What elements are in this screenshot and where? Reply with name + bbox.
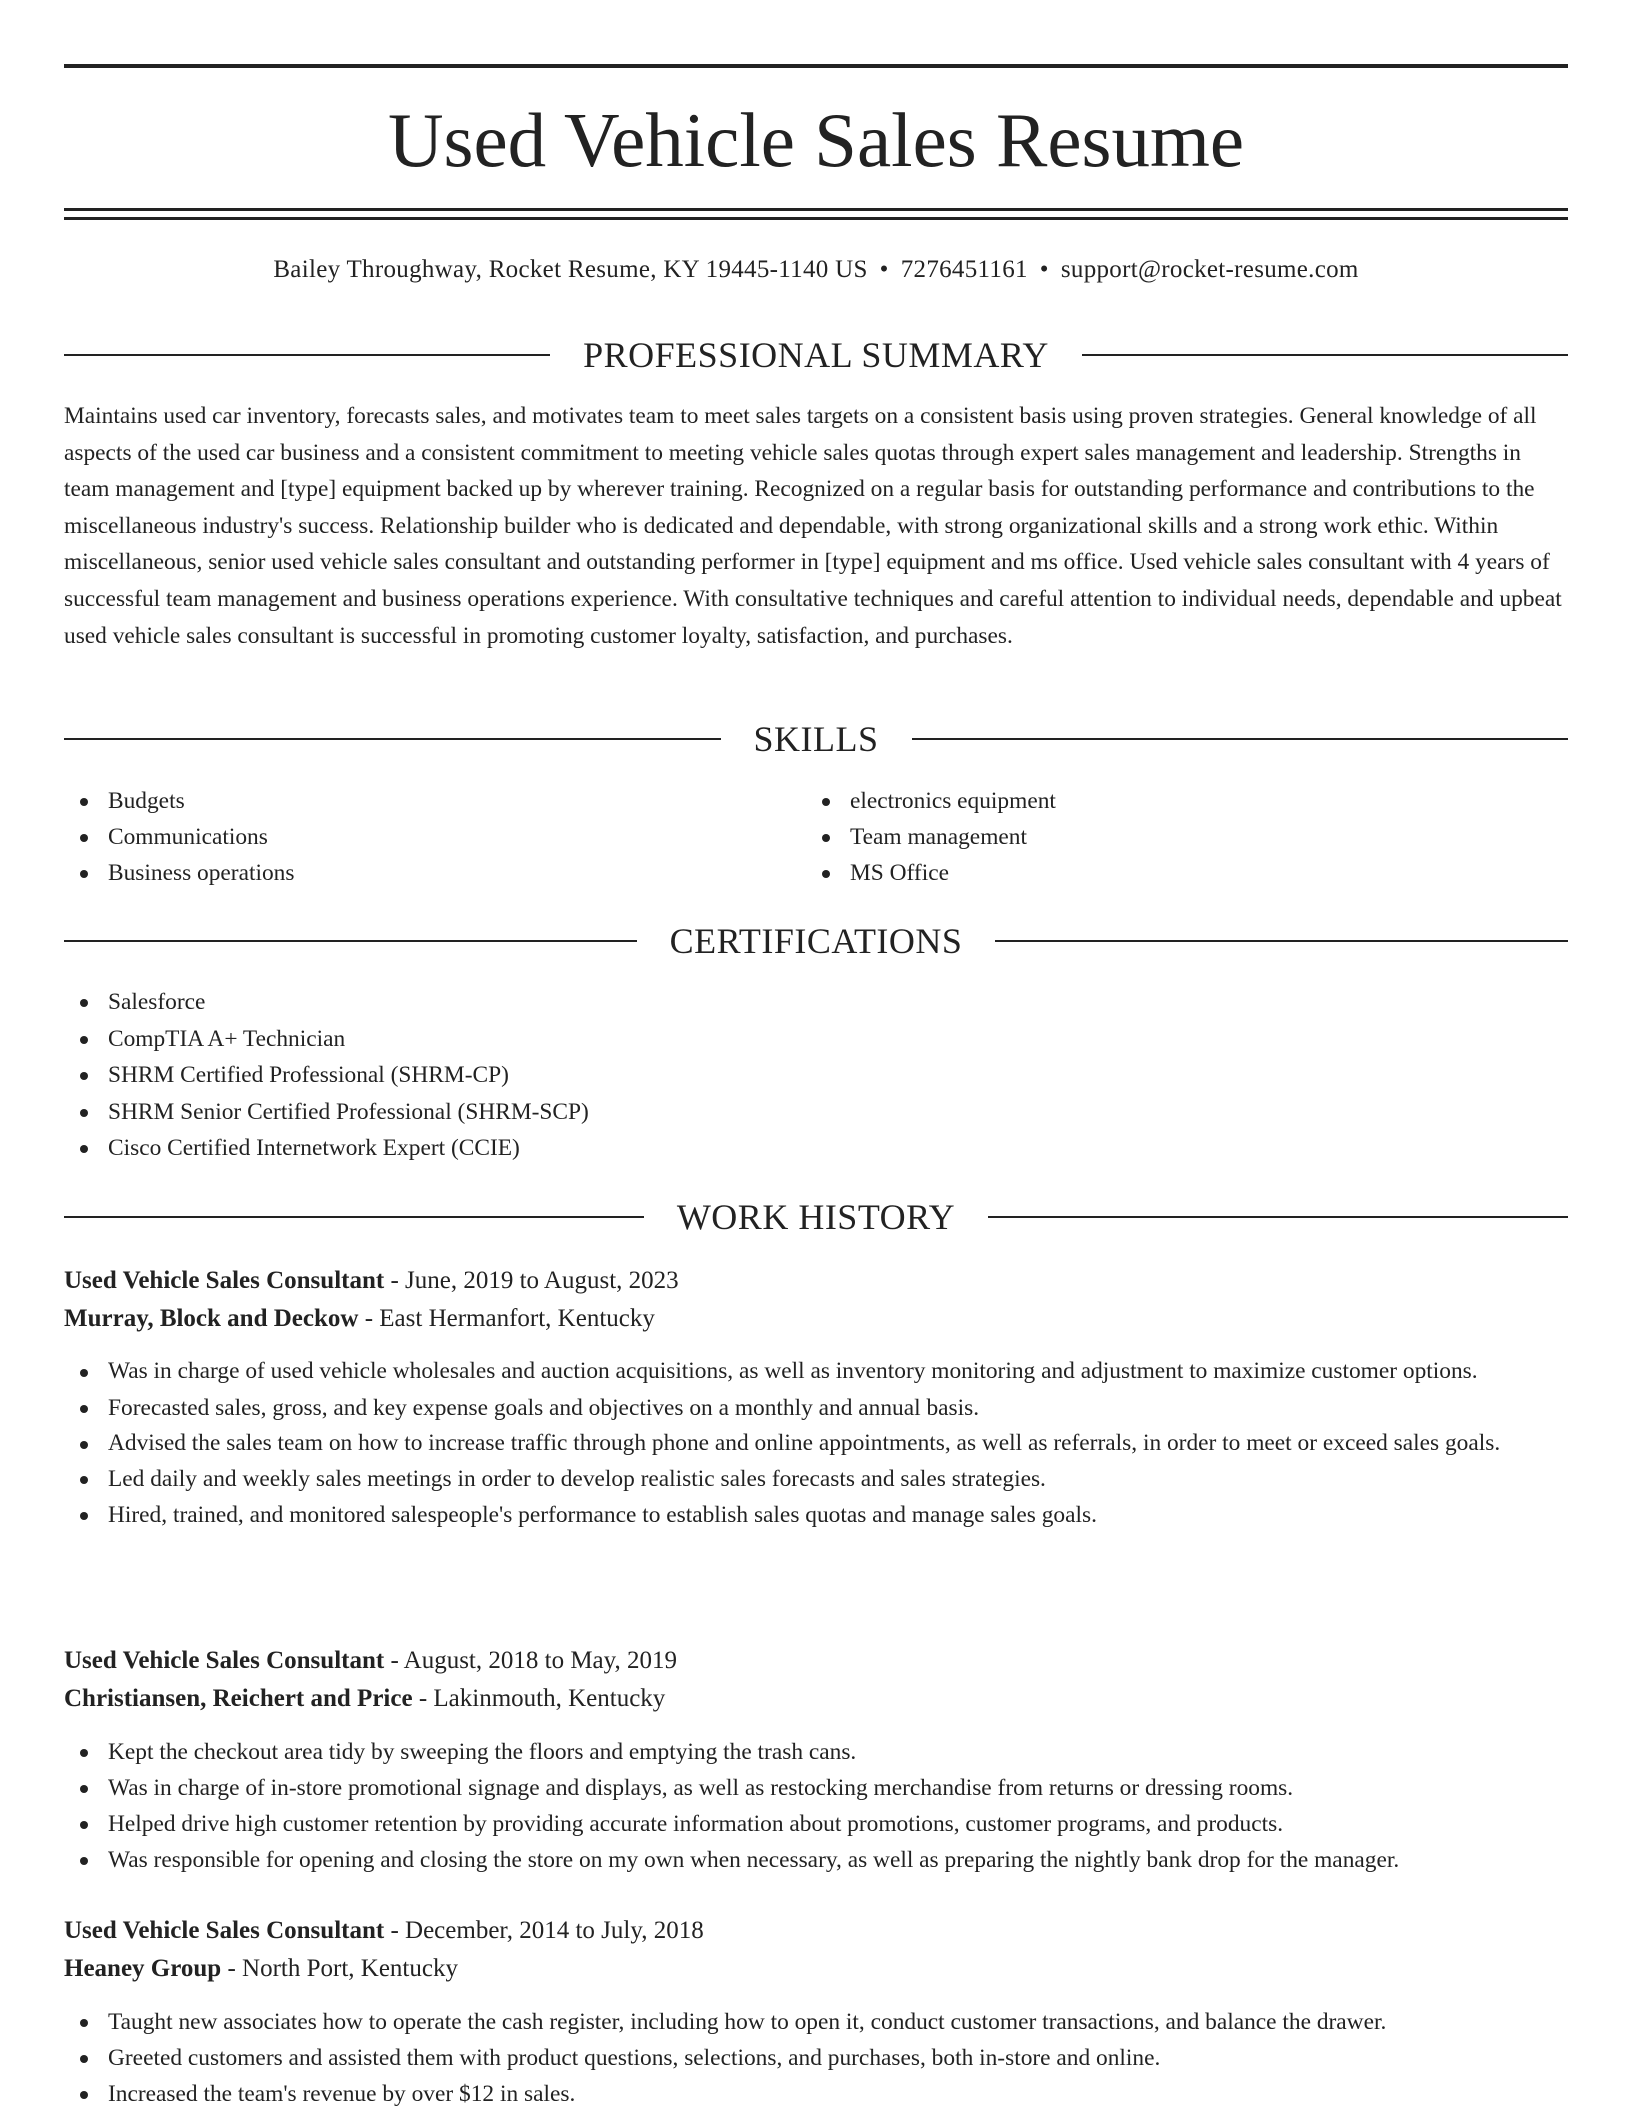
certification-item: SHRM Certified Professional (SHRM-CP) (64, 1057, 1568, 1094)
job-dates: - June, 2019 to August, 2023 (390, 1267, 679, 1294)
job-dates: - December, 2014 to July, 2018 (390, 1917, 704, 1944)
contact-address: Bailey Throughway, Rocket Resume, KY 19445-1140 US (273, 256, 868, 283)
job-bullet: Led daily and weekly sales meetings in order to develop realistic sales forecasts and sales strategies. (64, 1461, 1568, 1497)
summary-heading (64, 333, 1568, 377)
job-bullet: Was responsible for opening and closing the store on my own when necessary, as well as preparing the nightly bank drop for the manager. (64, 1842, 1568, 1878)
certification-item: Cisco Certified Internetwork Expert (CCIE) (64, 1130, 1568, 1167)
summary-text: Maintains used car inventory, forecasts sales, and motivates team to meet sales targets on a consistent basis using proven strategies. General knowledge of all aspects of the used car business and a consistent commitment to meeting vehicle sales quotas through expert sales management and leadership. Strengths in team management and [type] equipment backed up by wherever training. Recognized on a regular basis for outstanding performance and contributions to the miscellaneous industry's success. Relationship builder who is dedicated and dependable, with strong organizational skills and a strong work ethic. Within miscellaneous, senior used vehicle sales consultant and outstanding performer in [type] equipment and ms office. Used vehicle sales consultant with 4 years of successful team management and business operations experience. With consultative techniques and careful attention to individual needs, dependable and upbeat used vehicle sales consultant is successful in promoting customer loyalty, satisfaction, and purchases. (64, 403, 1562, 649)
job-location: - North Port, Kentucky (227, 1955, 458, 1982)
heading-rule-left (64, 1216, 644, 1218)
header-double-rule (64, 208, 1568, 220)
summary-heading-label: PROFESSIONAL SUMMARY (583, 335, 1049, 375)
job-company: Christiansen, Reichert and Price (64, 1685, 413, 1712)
contact-email: support@rocket-resume.com (1060, 256, 1359, 283)
job-title: Used Vehicle Sales Consultant (64, 1647, 385, 1674)
job-bullets (64, 2004, 1568, 2112)
contact-phone: 7276451161 (900, 256, 1028, 283)
job-title-line (64, 1262, 1568, 1300)
skill-item: Business operations (64, 855, 764, 891)
certification-item: Salesforce (64, 984, 1568, 1021)
certifications-heading-label: CERTIFICATIONS (669, 921, 963, 961)
header-top-rule (64, 64, 1568, 68)
skills-heading (64, 717, 1568, 761)
skill-item: MS Office (806, 855, 1506, 891)
skill-item: Communications (64, 819, 764, 855)
job-company-line (64, 1300, 1568, 1338)
certification-item: SHRM Senior Certified Professional (SHRM-SCP) (64, 1094, 1568, 1131)
heading-rule-right (1082, 354, 1568, 356)
contact-line (64, 252, 1568, 288)
heading-rule-left (64, 354, 550, 356)
skills-heading-label: SKILLS (753, 719, 879, 759)
job-bullet: Kept the checkout area tidy by sweeping the floors and emptying the trash cans. (64, 1734, 1568, 1770)
job-company-line (64, 1680, 1568, 1718)
resume-title: Used Vehicle Sales Resume (387, 97, 1245, 183)
job-bullets (64, 1354, 1568, 1533)
heading-rule-left (64, 738, 721, 740)
heading-rule-right (912, 738, 1569, 740)
job-entry (64, 1642, 1568, 1878)
job-bullet: Taught new associates how to operate the cash register, including how to open it, conduct customer transactions, and balance the drawer. (64, 2004, 1568, 2040)
job-bullet: Hired, trained, and monitored salespeople's performance to establish sales quotas and manage sales goals. (64, 1497, 1568, 1533)
job-bullet: Forecasted sales, gross, and key expense goals and objectives on a monthly and annual basis. (64, 1390, 1568, 1426)
job-bullets (64, 1734, 1568, 1878)
certifications-list (64, 984, 1568, 1167)
job-title-line (64, 1642, 1568, 1680)
heading-rule-left (64, 940, 637, 942)
certification-item: CompTIA A+ Technician (64, 1021, 1568, 1058)
job-dates: - August, 2018 to May, 2019 (390, 1647, 678, 1674)
skills-list-right (806, 783, 1506, 891)
skills-list-left (64, 783, 764, 891)
job-bullet: Advised the sales team on how to increase traffic through phone and online appointments, as well as referrals, in order to meet or exceed sales goals. (64, 1426, 1568, 1462)
skill-item: Budgets (64, 783, 764, 819)
job-entry (64, 1912, 1568, 2112)
contact-separator: • (879, 256, 889, 283)
job-location: - East Hermanfort, Kentucky (364, 1305, 655, 1332)
skill-item: Team management (806, 819, 1506, 855)
work-history-heading-label: WORK HISTORY (676, 1197, 956, 1237)
job-bullet: Was in charge of used vehicle wholesales and auction acquisitions, as well as inventory monitoring and adjustment to maximize customer options. (64, 1354, 1568, 1390)
heading-rule-right (995, 940, 1568, 942)
job-bullet: Helped drive high customer retention by providing accurate information about promotions, customer programs, and products. (64, 1806, 1568, 1842)
job-bullet: Greeted customers and assisted them with product questions, selections, and purchases, both in-store and online. (64, 2040, 1568, 2076)
job-title-line (64, 1912, 1568, 1950)
job-company: Murray, Block and Deckow (64, 1305, 359, 1332)
skill-item: electronics equipment (806, 783, 1506, 819)
job-bullet: Increased the team's revenue by over $12 in sales. (64, 2076, 1568, 2112)
job-company-line (64, 1950, 1568, 1988)
heading-rule-right (988, 1216, 1568, 1218)
job-title: Used Vehicle Sales Consultant (64, 1267, 385, 1294)
job-company: Heaney Group (64, 1955, 222, 1982)
job-title: Used Vehicle Sales Consultant (64, 1917, 385, 1944)
certifications-heading (64, 919, 1568, 963)
work-history-heading (64, 1195, 1568, 1239)
job-location: - Lakinmouth, Kentucky (418, 1685, 666, 1712)
contact-separator: • (1039, 256, 1049, 283)
job-bullet: Was in charge of in-store promotional signage and displays, as well as restocking merchandise from returns or dressing rooms. (64, 1770, 1568, 1806)
job-entry (64, 1262, 1568, 1533)
